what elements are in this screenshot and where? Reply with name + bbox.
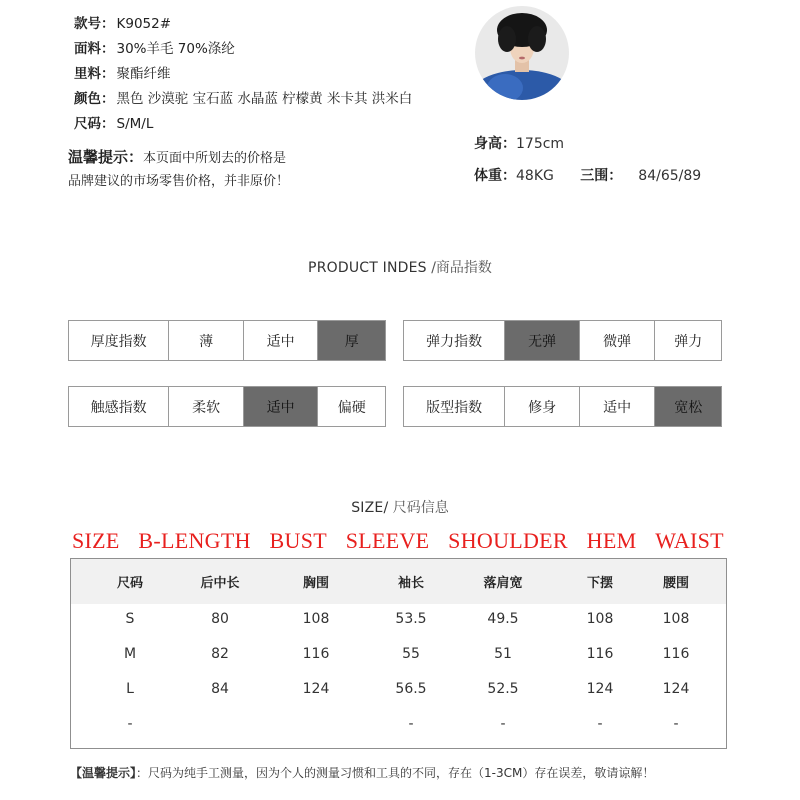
info-row-lining <box>74 62 412 87</box>
model-height <box>474 128 701 160</box>
title-en: PRODUCT INDES <box>308 260 427 276</box>
size-cell: - <box>673 716 679 732</box>
title-cn: /商品指数 <box>426 260 492 276</box>
info-row-style <box>74 12 412 37</box>
size-cell: 124 <box>586 681 614 697</box>
info-row-sizes <box>74 112 412 137</box>
size-cell: - <box>500 716 506 732</box>
info-key: 款号： <box>74 16 115 32</box>
size-cell: - <box>408 716 414 732</box>
size-col-header: 袖长 <box>397 576 424 591</box>
index-option: 偏硬 <box>337 399 366 416</box>
index-option-selected: 适中 <box>244 387 319 426</box>
index-option: 弹力 <box>674 333 703 350</box>
size-cell: 82 <box>211 646 229 662</box>
index-option: 修身 <box>505 387 580 426</box>
size-col-header: 尺码 <box>116 576 143 591</box>
notice-line-2: 品牌建议的市场零售价格，并非原价！ <box>68 174 290 189</box>
model-stats <box>474 128 701 192</box>
size-cell: 108 <box>662 611 690 627</box>
info-key: 颜色： <box>74 91 115 107</box>
stat-value: 84/65/89 <box>638 168 702 184</box>
en-header: HEM <box>586 528 637 553</box>
en-header: SIZE <box>72 528 120 553</box>
info-key: 尺码： <box>74 116 115 132</box>
size-cell: 124 <box>302 681 330 697</box>
index-option: 柔软 <box>169 387 244 426</box>
title-cn: 尺码信息 <box>388 500 449 516</box>
index-label: 触感指数 <box>69 387 169 426</box>
size-cell: 51 <box>494 646 512 662</box>
footnote-text: ：尺码为纯手工测量，因为个人的测量习惯和工具的不同，存在（1-3CM）存在误差，敬请谅解！ <box>136 766 655 780</box>
info-value: 30%羊毛 70%涤纶 <box>116 41 235 57</box>
info-row-fabric <box>74 37 412 62</box>
size-cell: 116 <box>662 646 690 662</box>
size-col-header: 后中长 <box>200 576 240 591</box>
stat-key: 身高： <box>474 136 516 152</box>
index-option: 微弹 <box>580 321 656 360</box>
size-cell: 52.5 <box>487 681 519 697</box>
stat-value: 48KG <box>516 168 554 184</box>
size-cell: 80 <box>211 611 229 627</box>
info-value: 黑色 沙漠驼 宝石蓝 水晶蓝 柠檬黄 米卡其 洪米白 <box>116 91 413 107</box>
info-key: 面料： <box>74 41 115 57</box>
size-cell: 108 <box>586 611 614 627</box>
fit-index <box>403 386 722 427</box>
en-header: WAIST <box>655 528 724 553</box>
size-cell: 49.5 <box>487 611 519 627</box>
elasticity-index <box>403 320 722 361</box>
stat-value: 175cm <box>516 136 565 152</box>
size-cell: S <box>125 611 135 627</box>
en-header: SLEEVE <box>345 528 430 553</box>
notice-line-1: 本页面中所划去的价格是 <box>143 151 287 166</box>
size-cell: 116 <box>586 646 614 662</box>
info-value: 聚酯纤维 <box>116 66 171 82</box>
index-option: 薄 <box>169 321 244 360</box>
size-cell: 53.5 <box>395 611 427 627</box>
measurement-footnote <box>70 764 654 781</box>
size-table <box>70 558 727 749</box>
size-col-header: 下摆 <box>586 576 613 591</box>
info-value: K9052# <box>116 16 172 32</box>
size-cell: - <box>597 716 603 732</box>
size-col-header: 落肩宽 <box>483 576 523 591</box>
title-en: SIZE/ <box>351 500 389 516</box>
size-cell: 56.5 <box>395 681 427 697</box>
en-header: SHOULDER <box>448 528 568 553</box>
size-cell: 124 <box>662 681 690 697</box>
index-option-selected: 厚 <box>318 321 385 360</box>
index-label: 弹力指数 <box>404 321 505 360</box>
index-option-selected: 宽松 <box>655 387 721 426</box>
size-cell: 84 <box>211 681 229 697</box>
size-col-header: 胸围 <box>302 576 329 591</box>
stat-key: 体重： <box>474 168 516 184</box>
info-value: S/M/L <box>116 116 154 132</box>
size-info-title <box>0 497 800 517</box>
size-cell: 55 <box>402 646 420 662</box>
index-option: 适中 <box>244 321 319 360</box>
size-cell: M <box>123 646 137 662</box>
model-weight-measure <box>474 160 701 192</box>
en-header: B-LENGTH <box>138 528 251 553</box>
size-col-header: 腰围 <box>662 576 689 591</box>
size-cell: L <box>126 681 134 697</box>
model-photo-image <box>475 6 569 100</box>
index-option-selected: 无弹 <box>505 321 580 360</box>
info-key: 里料： <box>74 66 115 82</box>
stat-key: 三围： <box>580 168 623 184</box>
index-label: 厚度指数 <box>69 321 169 360</box>
size-cell: 116 <box>302 646 330 662</box>
footnote-key: 【温馨提示】 <box>70 766 137 780</box>
price-notice <box>68 146 358 193</box>
thickness-index <box>68 320 386 361</box>
en-header: BUST <box>269 528 327 553</box>
product-index-title <box>0 257 800 277</box>
product-info <box>74 12 412 137</box>
model-photo <box>475 6 569 100</box>
size-english-headers <box>72 528 724 554</box>
size-cell: 108 <box>302 611 330 627</box>
index-option: 适中 <box>580 387 656 426</box>
notice-title: 温馨提示： <box>68 148 144 166</box>
index-label: 版型指数 <box>404 387 505 426</box>
info-row-colors <box>74 87 412 112</box>
size-cell: - <box>127 716 133 732</box>
touch-index <box>68 386 386 427</box>
